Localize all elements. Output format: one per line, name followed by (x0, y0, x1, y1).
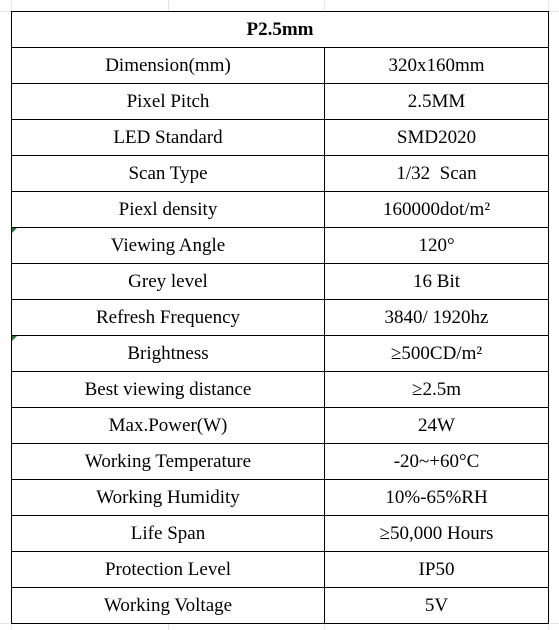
spec-value[interactable]: ≥2.5m (325, 372, 549, 408)
spec-value[interactable]: SMD2020 (325, 120, 549, 156)
spec-label[interactable]: Life Span (12, 516, 325, 552)
spec-table (11, 11, 549, 624)
spec-value[interactable]: 3840/ 1920hz (325, 300, 549, 336)
spec-label[interactable]: Max.Power(W) (12, 408, 325, 444)
table-row (12, 552, 549, 588)
table-title[interactable]: P2.5mm (12, 12, 549, 48)
cell-comment-marker-icon (12, 336, 17, 341)
table-row (12, 336, 549, 372)
table-row (12, 228, 549, 264)
spec-label[interactable]: Pixel Pitch (12, 84, 325, 120)
table-row (12, 372, 549, 408)
spec-value[interactable]: IP50 (325, 552, 549, 588)
table-row (12, 48, 549, 84)
table-row (12, 300, 549, 336)
table-header-row (12, 12, 549, 48)
table-row (12, 444, 549, 480)
spec-label[interactable]: Scan Type (12, 156, 325, 192)
table-row (12, 588, 549, 624)
spec-label[interactable]: Grey level (12, 264, 325, 300)
spec-value[interactable]: 320x160mm (325, 48, 549, 84)
spec-label[interactable]: Viewing Angle (12, 228, 325, 264)
spec-label[interactable]: Protection Level (12, 552, 325, 588)
spec-label[interactable]: Best viewing distance (12, 372, 325, 408)
table-row (12, 480, 549, 516)
spec-label[interactable]: Working Humidity (12, 480, 325, 516)
spec-label[interactable]: Piexl density (12, 192, 325, 228)
table-row (12, 408, 549, 444)
spec-label[interactable]: Refresh Frequency (12, 300, 325, 336)
spec-value[interactable]: 160000dot/m² (325, 192, 549, 228)
spec-label[interactable]: Working Temperature (12, 444, 325, 480)
table-row (12, 120, 549, 156)
table-row (12, 84, 549, 120)
spec-value[interactable]: 1/32 Scan (325, 156, 549, 192)
spec-value[interactable]: ≥500CD/m² (325, 336, 549, 372)
spec-label[interactable]: LED Standard (12, 120, 325, 156)
spec-value[interactable]: -20~+60°C (325, 444, 549, 480)
table-row (12, 516, 549, 552)
table-row (12, 192, 549, 228)
spec-value[interactable]: ≥50,000 Hours (325, 516, 549, 552)
spec-value[interactable]: 24W (325, 408, 549, 444)
table-row (12, 156, 549, 192)
spec-value[interactable]: 5V (325, 588, 549, 624)
table-row (12, 264, 549, 300)
spec-value[interactable]: 16 Bit (325, 264, 549, 300)
spec-value[interactable]: 10%-65%RH (325, 480, 549, 516)
spec-label[interactable]: Working Voltage (12, 588, 325, 624)
spec-label[interactable]: Brightness (12, 336, 325, 372)
spec-value[interactable]: 120° (325, 228, 549, 264)
cell-comment-marker-icon (12, 228, 17, 233)
spec-value[interactable]: 2.5MM (325, 84, 549, 120)
spec-label[interactable]: Dimension(mm) (12, 48, 325, 84)
